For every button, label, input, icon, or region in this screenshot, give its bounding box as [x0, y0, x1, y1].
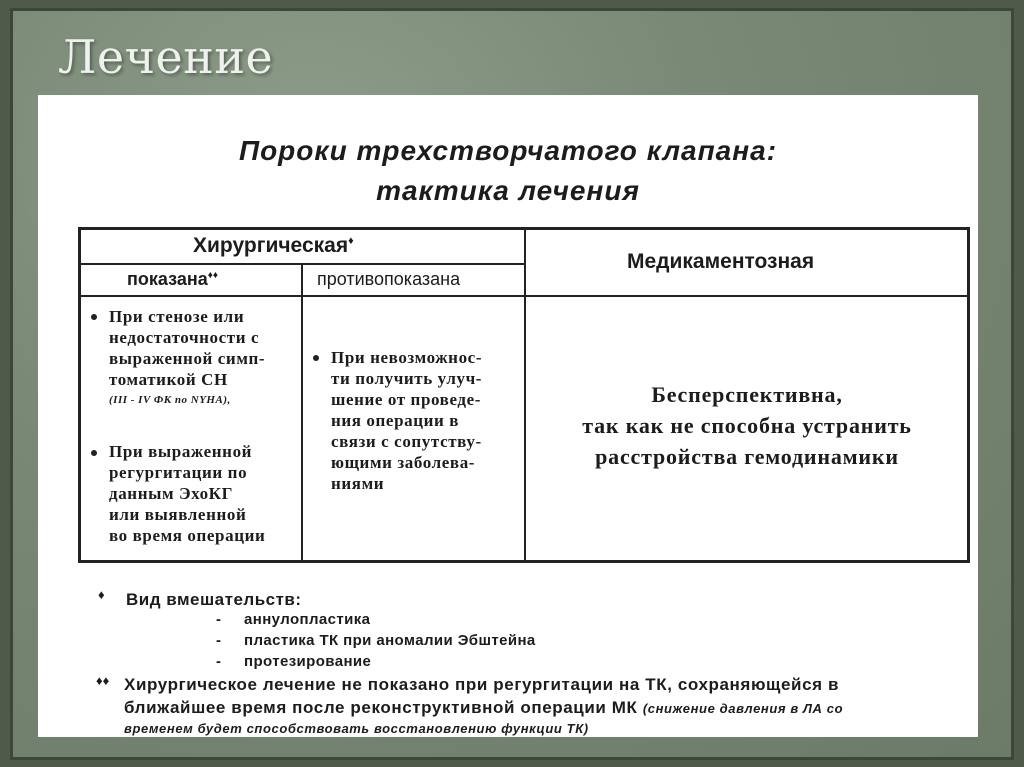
treatment-table [78, 227, 970, 563]
medical-header: Медикаментозная [627, 250, 815, 273]
indicated-mark: ♦♦ [207, 270, 218, 281]
list-dash: - [216, 653, 221, 670]
intervention-item: протезирование [244, 653, 372, 670]
footnote-line-2: ближайшее время после реконструктивной операции МК (снижение давления в ЛА со [124, 698, 844, 717]
contraindicated-item-1: При невозможнос- ти получить улуч- шение от проведе- ния операции в связи с сопутству- ющими заболева- ниями [331, 348, 483, 493]
intervention-item: пластика ТК при аномалии Эбштейна [244, 632, 536, 649]
footnote-mark-2: ♦♦ [96, 673, 110, 688]
indicated-item-1: При стенозе или недостаточности с выраженной симп- томатикой СН (III - IV ФК по NYHA), [109, 306, 265, 411]
medical-treatment-text: Бесперспективна, так как не способна устранить расстройства гемодинамики [582, 382, 912, 469]
surgical-mark: ♦ [348, 235, 354, 247]
bullet-dot [91, 450, 97, 456]
slide-title: Лечение [58, 30, 274, 84]
bullet-dot [313, 355, 319, 361]
intervention-title: Вид вмешательств: [126, 590, 302, 609]
divider-indicated-contraindicated [301, 264, 303, 560]
nyha-note: (III - IV ФК по NYHA), [109, 394, 231, 406]
indicated-item-2: При выраженной регургитации по данным ЭхоКГ или выявленной во время операции [109, 442, 266, 545]
divider-surgical-subheader [81, 263, 526, 265]
document-title-line2: тактика лечения [376, 175, 640, 206]
list-dash: - [216, 611, 221, 628]
bullet-dot [91, 314, 97, 320]
contraindicated-header: противопоказана [317, 269, 461, 289]
indicated-header: показана♦♦ [127, 269, 218, 289]
footnote-italic-part: (снижение давления в ЛА со [642, 701, 844, 716]
footnote-line-3: временем будет способствовать восстановлению функции ТК) [124, 721, 589, 736]
divider-header-body [81, 295, 967, 297]
divider-surgical-medical [524, 230, 526, 560]
document-page [38, 95, 978, 737]
footnote-mark-1: ♦ [98, 587, 105, 602]
list-dash: - [216, 632, 221, 649]
surgical-header: Хирургическая♦ [193, 234, 354, 257]
intervention-item: аннулопластика [244, 611, 371, 628]
footnote-line-1: Хирургическое лечение не показано при регургитации на ТК, сохраняющейся в [124, 675, 840, 694]
document-title-line1: Пороки трехстворчатого клапана: [238, 135, 778, 166]
